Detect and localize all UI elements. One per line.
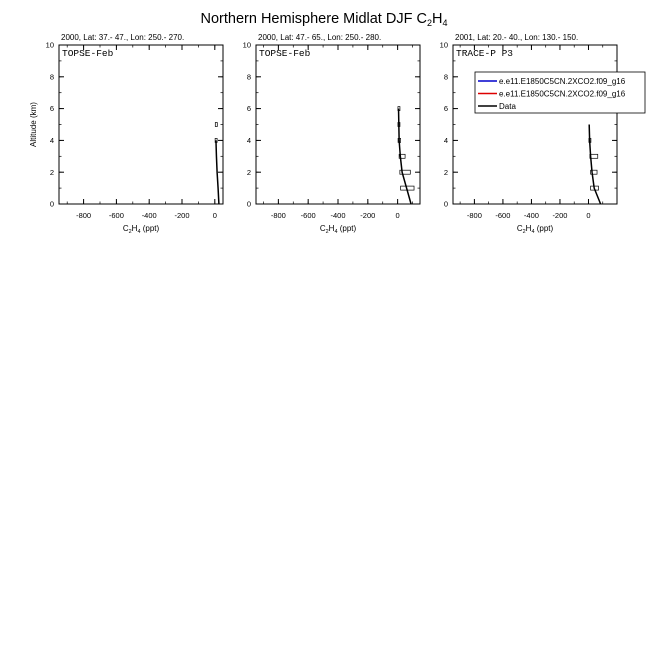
plot-frame bbox=[256, 45, 420, 204]
y-axis-label: Altitude (km) bbox=[29, 102, 38, 147]
error-box bbox=[215, 123, 217, 127]
campaign-label: TOPSE-Feb bbox=[62, 48, 114, 59]
campaign-label: TOPSE-Feb bbox=[259, 48, 311, 59]
y-tick-label: 8 bbox=[443, 72, 448, 82]
x-tick-label: -800 bbox=[270, 211, 286, 220]
x-tick-label: 0 bbox=[586, 211, 591, 220]
y-tick-label: 0 bbox=[49, 199, 54, 209]
y-tick-label: 6 bbox=[443, 104, 448, 114]
x-tick-label: -800 bbox=[466, 211, 482, 220]
x-axis-label: $C_2H_4$ (ppt) bbox=[516, 224, 554, 235]
y-tick-label: 10 bbox=[439, 40, 448, 50]
chart-panel-2 bbox=[243, 33, 420, 235]
x-tick-label: -400 bbox=[523, 211, 539, 220]
y-tick-label: 4 bbox=[443, 136, 448, 145]
y-tick-label: 0 bbox=[443, 199, 448, 209]
y-tick-label: 4 bbox=[246, 136, 251, 145]
y-tick-label: 6 bbox=[246, 104, 251, 114]
campaign-label: TRACE-P P3 bbox=[456, 48, 514, 59]
y-tick-label: 8 bbox=[49, 72, 54, 82]
legend-label: e.e11.E1850C5CN.2XCO2.f09_g16 bbox=[499, 89, 626, 99]
x-tick-label: -200 bbox=[174, 211, 190, 220]
x-tick-label: 0 bbox=[212, 211, 217, 220]
x-tick-label: -200 bbox=[360, 211, 376, 220]
y-tick-label: 2 bbox=[49, 167, 54, 177]
series-line bbox=[589, 125, 600, 205]
y-tick-label: 0 bbox=[246, 199, 251, 209]
x-tick-label: -600 bbox=[495, 211, 511, 220]
y-tick-label: 4 bbox=[49, 136, 54, 145]
x-tick-label: 0 bbox=[395, 211, 400, 220]
y-tick-label: 2 bbox=[246, 167, 251, 177]
plot-frame bbox=[59, 45, 223, 204]
panel-subtitle: 2001, Lat: 20.- 40., Lon: 130.- 150. bbox=[455, 33, 579, 42]
legend-label: e.e11.E1850C5CN.2XCO2.f09_g16 bbox=[499, 77, 626, 86]
panel-subtitle: 2000, Lat: 47.- 65., Lon: 250.- 280. bbox=[258, 33, 382, 42]
panels bbox=[29, 33, 645, 235]
x-tick-label: -200 bbox=[552, 211, 568, 220]
y-tick-label: 6 bbox=[49, 104, 54, 114]
chart-panel-3 bbox=[440, 33, 645, 235]
y-tick-label: 2 bbox=[443, 167, 448, 177]
y-tick-label: 10 bbox=[242, 40, 251, 50]
x-tick-label: -400 bbox=[141, 211, 157, 220]
x-tick-label: -800 bbox=[76, 211, 92, 220]
x-axis-label: $C_2H_4$ (ppt) bbox=[122, 224, 160, 235]
x-tick-label: -400 bbox=[330, 211, 346, 220]
y-tick-label: 8 bbox=[246, 72, 251, 82]
x-tick-label: -600 bbox=[300, 211, 316, 220]
chart-panel-1 bbox=[29, 33, 223, 235]
panel-subtitle: 2000, Lat: 37.- 47., Lon: 250.- 270. bbox=[61, 33, 185, 42]
legend bbox=[475, 72, 645, 113]
x-axis-label: $C_2H_4$ (ppt) bbox=[319, 224, 357, 235]
legend-label: Data bbox=[499, 102, 516, 111]
x-tick-label: -600 bbox=[108, 211, 124, 220]
y-tick-label: 10 bbox=[45, 40, 54, 50]
figure-title: Northern Hemisphere Midlat DJF $C_2H_4$ bbox=[200, 11, 448, 28]
